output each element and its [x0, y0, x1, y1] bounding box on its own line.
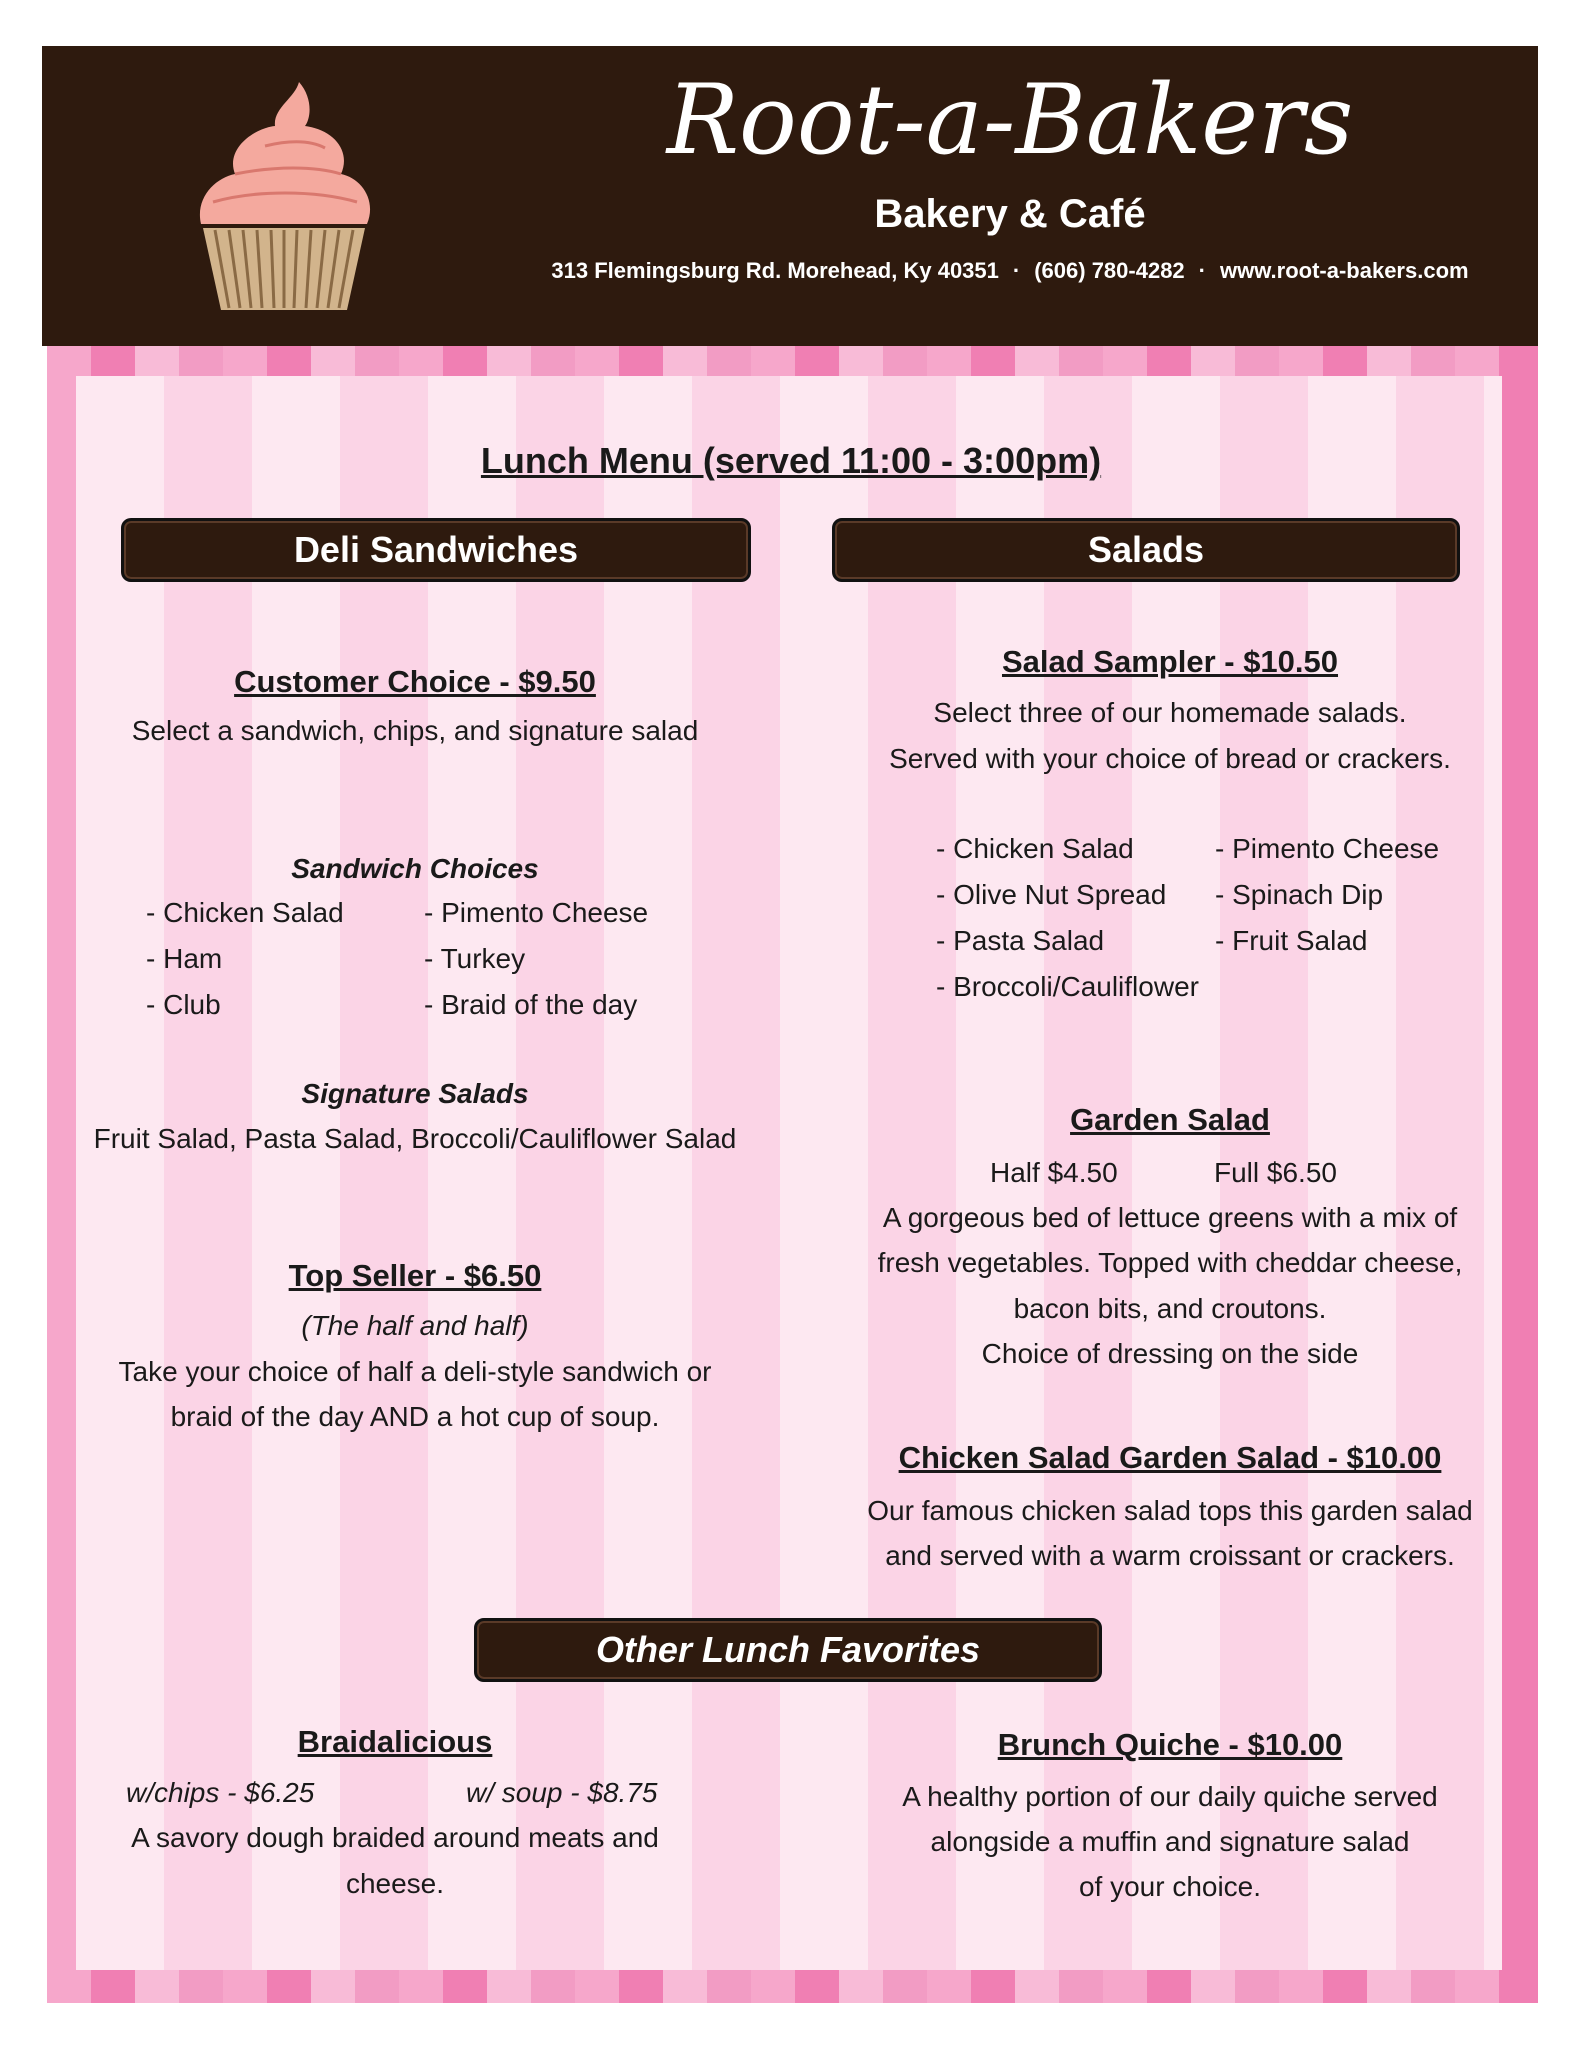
menu-title: Lunch Menu (served 11:00 - 3:00pm) — [480, 440, 1102, 481]
bakery-name: Root-a-Bakers — [666, 64, 1354, 176]
address: 313 Flemingsburg Rd. Morehead, Ky 40351 — [551, 258, 999, 283]
top-seller-title: Top Seller - $6.50 — [288, 1258, 542, 1293]
garden-desc-4: Choice of dressing on the side — [981, 1338, 1359, 1369]
list-item: - Chicken Salad — [146, 897, 344, 928]
sandwich-list-right — [424, 890, 724, 1028]
list-item: - Braid of the day — [424, 989, 638, 1020]
quiche-desc-3: of your choice. — [1078, 1871, 1262, 1902]
quiche-desc-1: A healthy portion of our daily quiche served — [902, 1781, 1438, 1812]
list-item: - Club — [146, 989, 221, 1020]
braid-desc-1: A savory dough braided around meats and — [131, 1822, 659, 1853]
website: www.root-a-bakers.com — [1220, 258, 1469, 283]
cupcake-icon — [195, 78, 373, 313]
salad-sampler-desc-2: Served with your choice of bread or crackers. — [889, 743, 1451, 774]
list-item: - Chicken Salad — [936, 833, 1134, 864]
phone: (606) 780-4282 — [1034, 258, 1185, 283]
separator: · — [1198, 258, 1206, 283]
chicken-garden-desc-1: Our famous chicken salad tops this garden salad — [867, 1495, 1473, 1526]
section-heading-salads: Salads — [832, 518, 1460, 582]
garden-full-price: Full $6.50 — [1214, 1157, 1337, 1188]
braid-soup-price: w/ soup - $8.75 — [466, 1777, 658, 1808]
list-item: - Pasta Salad — [936, 925, 1105, 956]
separator: · — [1012, 258, 1021, 283]
sandwich-choices-label: Sandwich Choices — [291, 853, 539, 884]
signature-salads-list: Fruit Salad, Pasta Salad, Broccoli/Cauliflower Salad — [93, 1123, 737, 1154]
top-seller-note: (The half and half) — [301, 1310, 529, 1341]
list-item: - Broccoli/Cauliflower — [936, 971, 1199, 1002]
section-heading-deli: Deli Sandwiches — [121, 518, 751, 582]
garden-desc-1: A gorgeous bed of lettuce greens with a mix of — [882, 1202, 1458, 1233]
braidalicious-title: Braidalicious — [297, 1724, 493, 1759]
top-seller-desc-1: Take your choice of half a deli-style sandwich or — [118, 1356, 712, 1387]
salad-sampler-title: Salad Sampler - $10.50 — [1001, 644, 1339, 679]
section-heading-other: Other Lunch Favorites — [474, 1618, 1102, 1682]
list-item: - Turkey — [424, 943, 526, 974]
list-item: - Pimento Cheese — [424, 897, 649, 928]
contact-line — [440, 258, 1580, 284]
quiche-desc-2: alongside a muffin and signature salad — [930, 1826, 1410, 1857]
list-item: - Spinach Dip — [1215, 879, 1384, 910]
sandwich-list-left — [146, 890, 406, 1028]
braid-desc-2: cheese. — [345, 1868, 445, 1899]
chicken-garden-desc-2: and served with a warm croissant or crackers. — [885, 1540, 1455, 1571]
list-item: - Fruit Salad — [1215, 925, 1368, 956]
garden-desc-2: fresh vegetables. Topped with cheddar cheese, — [877, 1247, 1463, 1278]
signature-salads-label: Signature Salads — [301, 1078, 529, 1109]
customer-choice-title: Customer Choice - $9.50 — [234, 664, 596, 699]
list-item: - Olive Nut Spread — [936, 879, 1167, 910]
braid-chips-price: w/chips - $6.25 — [126, 1777, 315, 1808]
sampler-list-left — [936, 826, 1216, 1010]
brunch-quiche-title: Brunch Quiche - $10.00 — [997, 1727, 1343, 1762]
sampler-list-right — [1215, 826, 1495, 964]
garden-desc-3: bacon bits, and croutons. — [1013, 1293, 1327, 1324]
list-item: - Ham — [146, 943, 223, 974]
salad-sampler-desc-1: Select three of our homemade salads. — [933, 697, 1407, 728]
customer-choice-desc: Select a sandwich, chips, and signature salad — [131, 715, 699, 746]
top-seller-desc-2: braid of the day AND a hot cup of soup. — [170, 1401, 660, 1432]
list-item: - Pimento Cheese — [1215, 833, 1440, 864]
bakery-subtitle: Bakery & Café — [874, 192, 1146, 236]
garden-half-price: Half $4.50 — [990, 1157, 1118, 1188]
garden-salad-title: Garden Salad — [1070, 1102, 1270, 1137]
chicken-garden-title: Chicken Salad Garden Salad - $10.00 — [898, 1440, 1442, 1475]
